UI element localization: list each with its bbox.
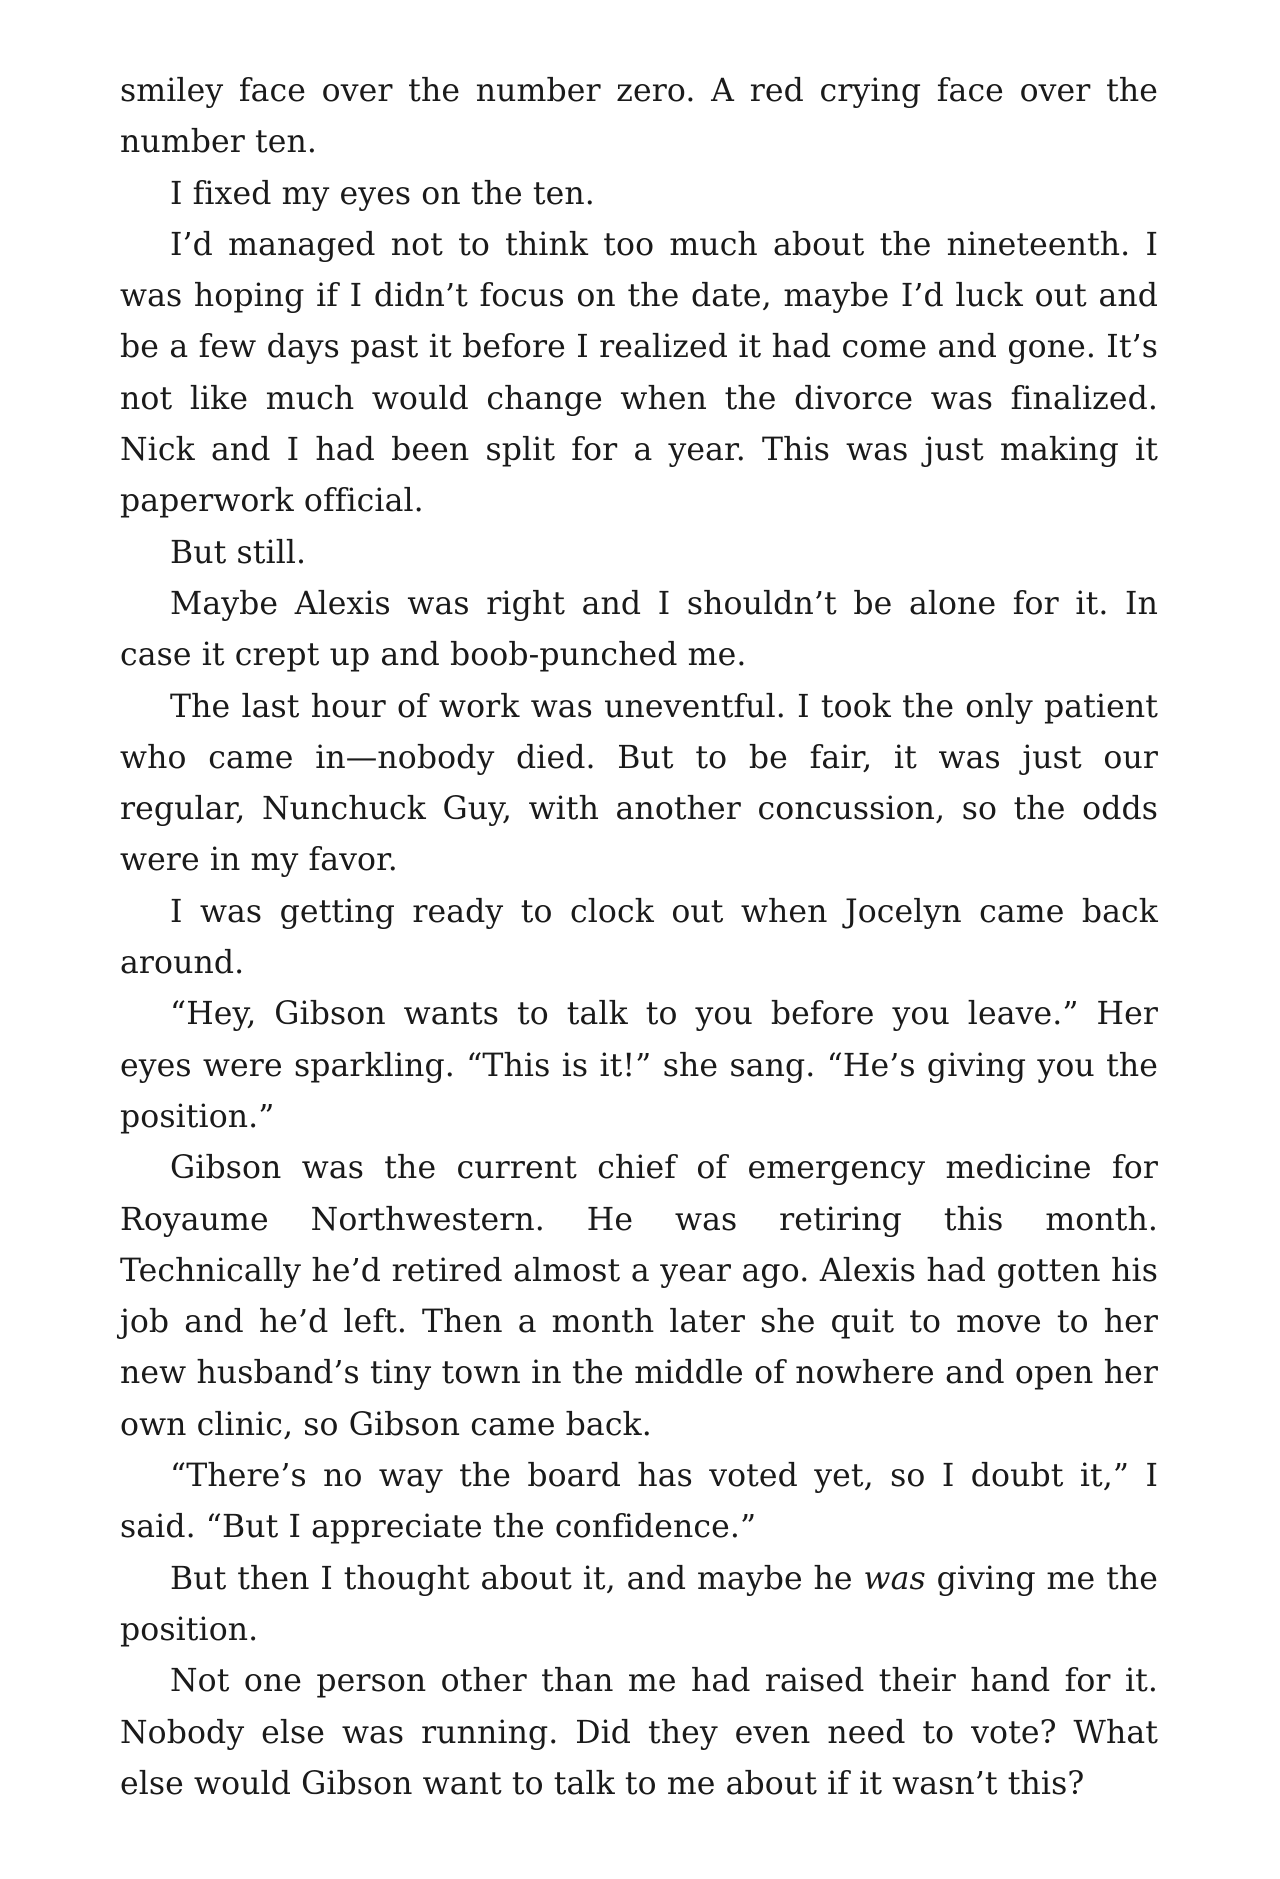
paragraph-3: I’d managed not to think too much about the nineteenth. I was hoping if I didn’t focus on the date, maybe I’d luck out and be a few days past it before I realized it had come and gone. It’s not like much would change when the divorce was finalized. Nick and I had been split for a year. This was just making it paperwork official. <box>120 226 1158 520</box>
paragraph-11-before: But then I thought about it, and maybe he <box>170 1560 864 1597</box>
book-page <box>120 66 1158 1810</box>
paragraph-12: Not one person other than me had raised their hand for it. Nobody else was running. Did they even need to vote? What else would Gibson want to talk to me about if it wasn’t this? <box>120 1663 1158 1802</box>
paragraph-4: But still. <box>170 534 307 571</box>
paragraph-6: The last hour of work was uneventful. I took the only patient who came in—nobody died. But to be fair, it was just our regular, Nunchuck Guy, with another concussion, so the odds were in my favor. <box>120 688 1158 879</box>
paragraph-5: Maybe Alexis was right and I shouldn’t be alone for it. In case it crept up and boob-punched me. <box>120 585 1158 674</box>
paragraph-9: Gibson was the current chief of emergency medicine for Royaume Northwestern. He was retiring this month. Technically he’d retired almost a year ago. Alexis had gotten his job and he’d left. Then a month later she quit to move to her new husband’s tiny town in the middle of nowhere and open her own clinic, so Gibson came back. <box>120 1150 1158 1443</box>
paragraph-11-after: giving me the position. <box>120 1560 1158 1648</box>
paragraph-7: I was getting ready to clock out when Jocelyn came back around. <box>120 893 1158 982</box>
paragraph-10: “There’s no way the board has voted yet, so I doubt it,” I said. “But I appreciate the confidence.” <box>120 1458 1158 1546</box>
paragraph-1: smiley face over the number zero. A red crying face over the number ten. <box>120 73 1158 161</box>
paragraph-8: “Hey, Gibson wants to talk to you before you leave.” Her eyes were sparkling. “This is it!” she sang. “He’s giving you the position.” <box>120 996 1158 1135</box>
paragraph-2: I fixed my eyes on the ten. <box>170 175 595 212</box>
paragraph-11 <box>120 1554 1158 1657</box>
paragraph-11-emphasis: was <box>863 1560 926 1597</box>
